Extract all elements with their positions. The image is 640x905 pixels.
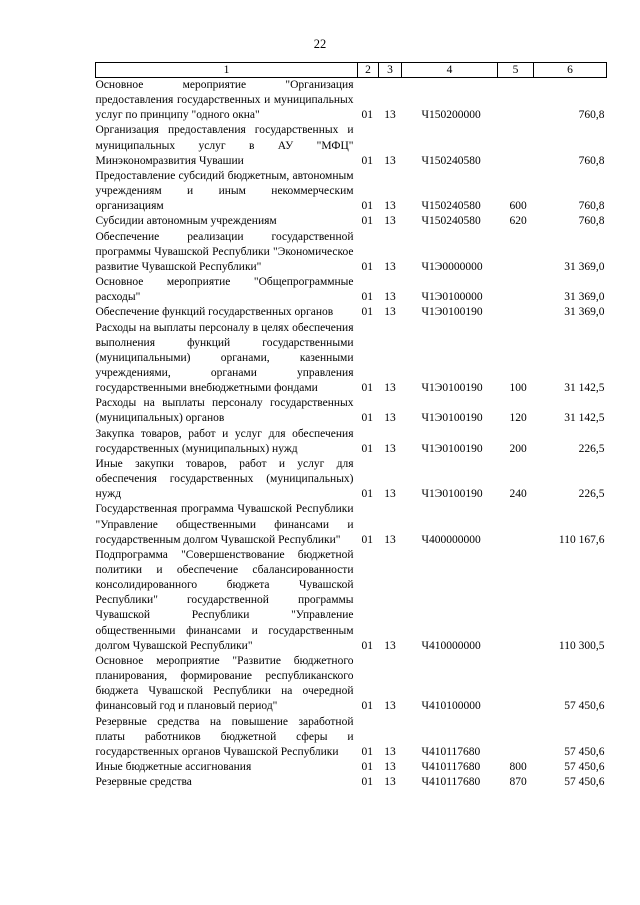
row-subsection: 13 <box>384 291 396 304</box>
row-name: Субсидии автономным учреждениям <box>95 215 277 228</box>
row-target-code: Ч410100000 <box>421 700 481 713</box>
table-row <box>96 275 607 305</box>
row-amount: 110 167,6 <box>558 533 605 546</box>
row-subsection: 13 <box>384 700 396 713</box>
col-header-2: 2 <box>358 63 379 78</box>
table-row <box>96 427 607 457</box>
row-name: Резервные средства на повышение заработной платы работников бюджетной сферы и государственных органов Чувашской Республики <box>95 715 354 758</box>
row-name: Организация предоставления государственных и муниципальных услуг в АУ "МФЦ" Минэкономразвития Чувашии <box>95 124 354 167</box>
row-subsection: 13 <box>384 745 396 758</box>
row-expense-type: 240 <box>509 488 527 501</box>
row-section: 01 <box>361 700 373 713</box>
row-target-code: Ч1Э0100190 <box>421 306 483 319</box>
table-row <box>96 123 607 168</box>
table-row <box>96 321 607 397</box>
row-subsection: 13 <box>384 639 396 652</box>
row-expense-type: 620 <box>509 215 527 228</box>
row-expense-type <box>498 548 534 654</box>
row-amount: 226,5 <box>578 488 605 501</box>
row-expense-type: 200 <box>509 442 527 455</box>
row-amount: 760,8 <box>578 215 605 228</box>
row-amount: 110 300,5 <box>558 639 605 652</box>
row-section: 01 <box>361 306 373 319</box>
row-section: 01 <box>361 412 373 425</box>
table-row <box>96 715 607 760</box>
row-section: 01 <box>361 154 373 167</box>
table-row <box>96 654 607 715</box>
row-amount: 226,5 <box>578 442 605 455</box>
row-section: 01 <box>361 109 373 122</box>
row-section: 01 <box>361 215 373 228</box>
table-row <box>96 169 607 214</box>
table-row <box>96 548 607 654</box>
row-expense-type <box>498 305 534 320</box>
row-amount: 57 450,6 <box>564 776 605 789</box>
row-target-code: Ч150240580 <box>421 215 481 228</box>
row-name: Основное мероприятие "Развитие бюджетного планирования, формирование республиканского бюджета Чувашской Республики на очередной финансовый год и плановый период" <box>95 654 354 713</box>
table-header <box>96 63 607 78</box>
row-expense-type <box>498 502 534 547</box>
row-subsection: 13 <box>384 215 396 228</box>
row-name: Резервные средства <box>95 776 192 789</box>
row-expense-type: 100 <box>509 382 527 395</box>
row-target-code: Ч1Э0100190 <box>421 412 483 425</box>
page-number: 22 <box>313 37 327 51</box>
row-section: 01 <box>361 533 373 546</box>
row-subsection: 13 <box>384 382 396 395</box>
row-target-code: Ч410000000 <box>421 639 481 652</box>
row-target-code: Ч400000000 <box>421 533 481 546</box>
row-section: 01 <box>361 745 373 758</box>
budget-table <box>95 62 607 790</box>
table-row <box>96 230 607 275</box>
row-section: 01 <box>361 639 373 652</box>
row-section: 01 <box>361 200 373 213</box>
row-name: Подпрограмма "Совершенствование бюджетной политики и обеспечение сбалансированности консолидированного бюджета Чувашской Республики" государственной программы Чувашской Республики "Управление общественными финансами и государственным долгом Чувашской Республики" <box>95 548 354 652</box>
row-name: Основное мероприятие "Организация предоставления государственных и муниципальных услуг по принципу "одного окна" <box>95 79 354 122</box>
row-expense-type: 120 <box>509 412 527 425</box>
row-name: Основное мероприятие "Общепрограммные расходы" <box>95 276 354 304</box>
row-amount: 31 369,0 <box>564 291 605 304</box>
row-subsection: 13 <box>384 306 396 319</box>
row-subsection: 13 <box>384 488 396 501</box>
row-amount: 31 142,5 <box>564 412 605 425</box>
row-expense-type <box>498 275 534 305</box>
header-row <box>96 63 607 78</box>
row-section: 01 <box>361 488 373 501</box>
row-section: 01 <box>361 382 373 395</box>
row-section: 01 <box>361 260 373 273</box>
row-target-code: Ч410117680 <box>421 776 481 789</box>
row-expense-type <box>498 654 534 715</box>
row-name: Расходы на выплаты персоналу государственных (муниципальных) органов <box>95 397 354 425</box>
row-subsection: 13 <box>384 533 396 546</box>
col-header-6: 6 <box>534 63 607 78</box>
table-row <box>96 78 607 124</box>
table-body <box>96 78 607 791</box>
table-row <box>96 760 607 775</box>
row-name: Расходы на выплаты персоналу в целях обеспечения выполнения функций государственными (муниципальными) органами, казенными учреждениями, органами управления государственными внебюджетными фондами <box>95 321 354 395</box>
row-amount: 760,8 <box>578 200 605 213</box>
row-target-code: Ч150240580 <box>421 200 481 213</box>
row-subsection: 13 <box>384 200 396 213</box>
row-subsection: 13 <box>384 260 396 273</box>
row-name: Государственная программа Чувашской Республики "Управление общественными финансами и государственным долгом Чувашской Республики" <box>95 503 354 546</box>
table-row <box>96 396 607 426</box>
row-expense-type: 870 <box>509 776 527 789</box>
row-section: 01 <box>361 291 373 304</box>
row-expense-type: 800 <box>509 761 527 774</box>
row-amount: 31 369,0 <box>564 260 605 273</box>
row-target-code: Ч150200000 <box>421 109 481 122</box>
row-name: Иные бюджетные ассигнования <box>95 761 252 774</box>
row-name: Предоставление субсидий бюджетным, автономным учреждениям и иным некоммерческим организациям <box>95 169 354 213</box>
row-target-code: Ч150240580 <box>421 154 481 167</box>
row-amount: 57 450,6 <box>564 761 605 774</box>
row-target-code: Ч1Э0100190 <box>421 442 483 455</box>
col-header-3: 3 <box>379 63 402 78</box>
row-amount: 57 450,6 <box>564 745 605 758</box>
row-expense-type <box>498 715 534 760</box>
row-target-code: Ч1Э0100190 <box>421 488 483 501</box>
row-name: Обеспечение реализации государственной программы Чувашской Республики "Экономическое развитие Чувашской Республики" <box>95 230 354 273</box>
row-name: Иные закупки товаров, работ и услуг для обеспечения государственных (муниципальных) нужд <box>95 457 354 501</box>
row-amount: 31 369,0 <box>564 306 605 319</box>
row-name: Обеспечение функций государственных органов <box>95 306 334 319</box>
row-amount: 760,8 <box>578 109 605 122</box>
row-name: Закупка товаров, работ и услуг для обеспечения государственных (муниципальных) нужд <box>95 427 354 455</box>
table-row <box>96 502 607 547</box>
row-section: 01 <box>361 761 373 774</box>
table-row <box>96 214 607 229</box>
row-expense-type <box>498 230 534 275</box>
row-subsection: 13 <box>384 109 396 122</box>
row-subsection: 13 <box>384 776 396 789</box>
row-section: 01 <box>361 442 373 455</box>
row-subsection: 13 <box>384 761 396 774</box>
row-target-code: Ч1Э0000000 <box>421 260 483 273</box>
row-expense-type: 600 <box>509 200 527 213</box>
row-amount: 760,8 <box>578 154 605 167</box>
row-expense-type <box>498 78 534 124</box>
row-subsection: 13 <box>384 154 396 167</box>
row-section: 01 <box>361 776 373 789</box>
col-header-5: 5 <box>498 63 534 78</box>
row-target-code: Ч410117680 <box>421 745 481 758</box>
table-row <box>96 305 607 320</box>
row-amount: 57 450,6 <box>564 700 605 713</box>
col-header-4: 4 <box>402 63 498 78</box>
row-subsection: 13 <box>384 412 396 425</box>
row-expense-type <box>498 123 534 168</box>
col-header-1: 1 <box>96 63 358 78</box>
table-row <box>96 775 607 790</box>
row-target-code: Ч1Э0100000 <box>421 291 483 304</box>
row-subsection: 13 <box>384 442 396 455</box>
row-target-code: Ч1Э0100190 <box>421 382 483 395</box>
row-amount: 31 142,5 <box>564 382 605 395</box>
row-target-code: Ч410117680 <box>421 761 481 774</box>
table-row <box>96 457 607 502</box>
